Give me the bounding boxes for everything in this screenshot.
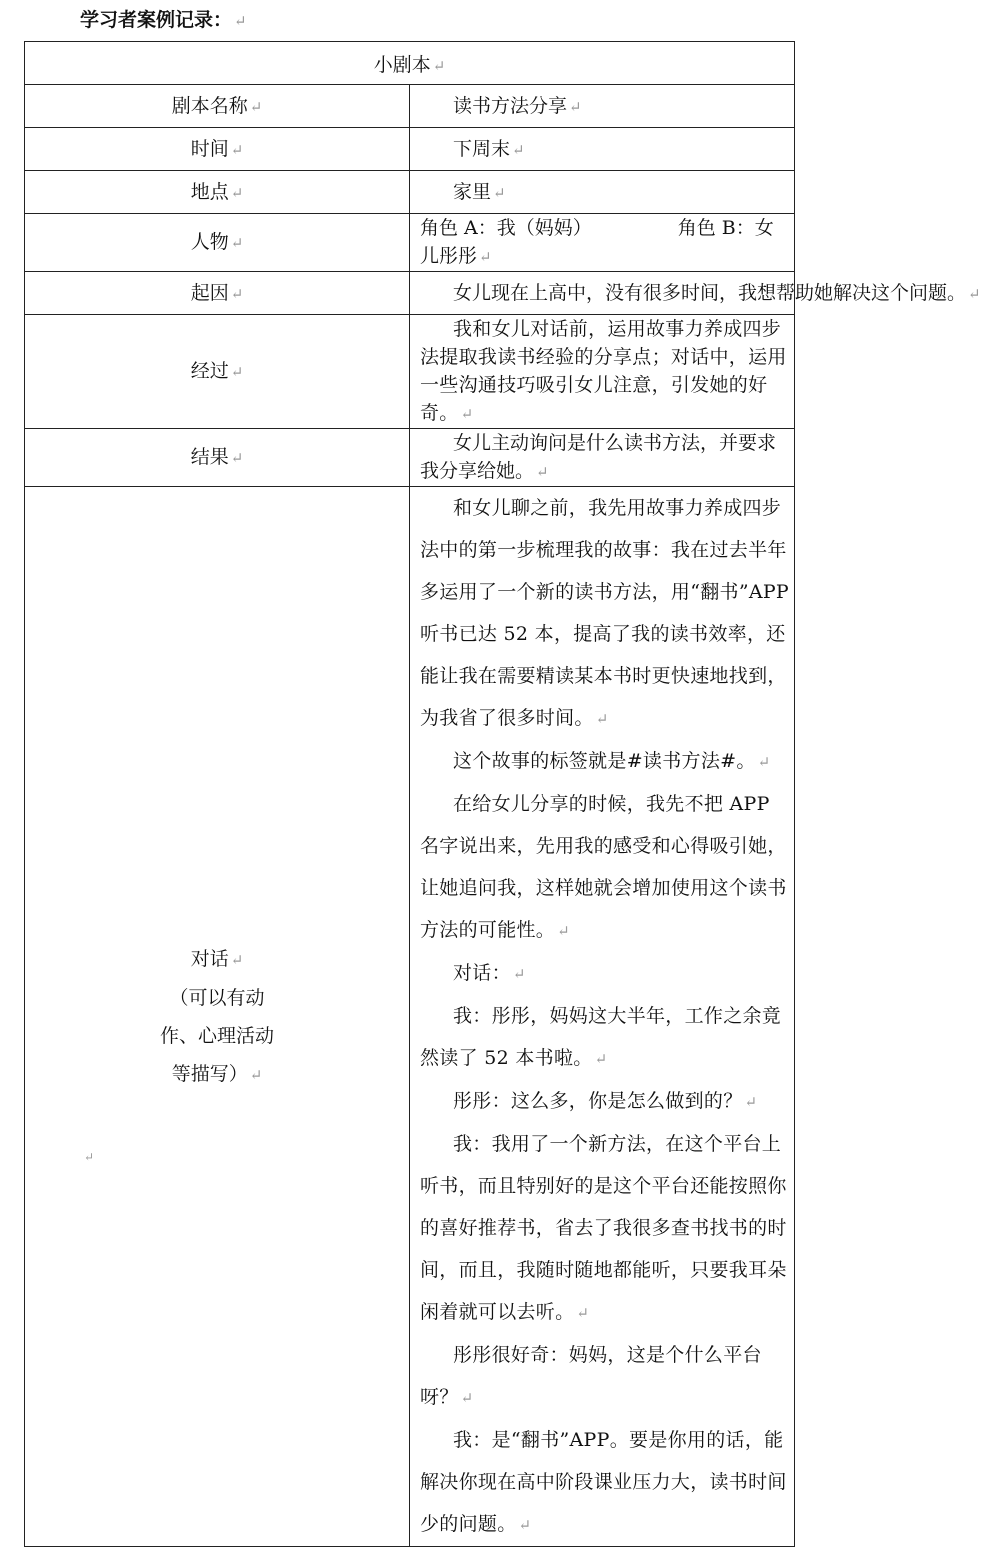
paragraph-mark-icon: ↵ [230,234,244,252]
label-cell [25,214,410,272]
label-name: 剧本名称 [171,94,248,117]
label-cell [25,487,410,1547]
paragraph-mark-icon: ↵ [230,140,244,159]
paragraph-mark-icon: ↵ [84,1150,95,1164]
value-cell [410,429,795,487]
paragraph-mark-icon: ↵ [493,183,506,202]
dialogue-paragraph: 我：彤彤，妈妈这大半年，工作之余竟然读了 52 本书啦。 ↵ [420,1005,782,1069]
value-cell [410,214,795,272]
table-row-name [25,85,795,128]
dialogue-label-line: 对话 ↵ [190,947,244,970]
label-cell [25,272,410,315]
paragraph-mark-icon: ↵ [744,1093,758,1111]
paragraph-mark-icon: ↵ [249,97,263,116]
record-heading [80,6,247,35]
paragraph-mark-icon: ↵ [569,97,582,116]
label-cell [25,85,410,128]
paragraph-mark-icon: ↵ [594,1050,608,1068]
dialogue-paragraph: 我：我用了一个新方法，在这个平台上听书，而且特别好的是这个平台还能按照你的喜好推荐书，省去了我很多查书找书的时间，而且，我随时随地都能听，只要我耳朵闲着就可以去听。 ↵ [420,1133,787,1323]
table-row-process [25,315,795,429]
paragraph-mark-icon: ↵ [234,12,247,30]
value-cell [410,128,795,171]
value-cell [410,315,795,429]
value-cell [410,487,795,1547]
label-time: 时间 [190,137,229,160]
dialogue-label-line: （可以有动 [169,986,265,1009]
dialogue-paragraph: 这个故事的标签就是#读书方法#。 ↵ [453,750,771,772]
label-cause: 起因 [190,281,229,304]
table-title-cell [25,42,795,85]
table-row-time [25,128,795,171]
table-row-result [25,429,795,487]
table-title-row [25,42,795,85]
dialogue-paragraph: 在给女儿分享的时候，我先不把 APP 名字说出来，先用我的感受和心得吸引她，让她追问我，这样她就会增加使用这个读书方法的可能性。 ↵ [420,793,787,941]
value-result: 女儿主动询问是什么读书方法，并要求我分享给她。 [420,432,777,482]
value-cell [410,171,795,214]
value-cell [410,272,981,315]
paragraph-mark-icon: ↵ [536,463,549,481]
paragraph-mark-icon: ↵ [230,284,244,303]
script-table [24,41,981,1547]
paragraph-mark-icon: ↵ [479,248,492,266]
value-name: 读书方法分享 [453,94,568,117]
label-process: 经过 [190,360,229,382]
value-process: 我和女儿对话前，运用故事力养成四步法提取我读书经验的分享点；对话中，运用一些沟通技巧吸引女儿注意，引发她的好奇。 [420,318,787,424]
label-cell [25,171,410,214]
paragraph-mark-icon: ↵ [576,1304,590,1322]
paragraph-mark-icon: ↵ [432,56,446,75]
value-cause: 女儿现在上高中，没有很多时间，我想帮助她解决这个问题。 [453,281,967,304]
paragraph-mark-icon: ↵ [968,284,981,303]
role-b: 角色 B：女儿彤彤 [420,217,774,267]
label-cell [25,315,410,429]
value-cell [410,85,795,128]
label-result: 结果 [190,446,229,468]
paragraph-mark-icon: ↵ [249,1065,263,1084]
table-row-dialogue [25,487,795,1547]
paragraph-mark-icon: ↵ [230,449,244,467]
paragraph-mark-icon: ↵ [557,922,570,940]
table-row-cause [25,272,795,315]
value-time: 下周末 [453,137,511,160]
paragraph-mark-icon: ↵ [460,405,474,423]
paragraph-mark-icon: ↵ [460,1389,474,1407]
paragraph-mark-icon: ↵ [595,710,609,728]
paragraph-mark-icon: ↵ [230,950,244,969]
paragraph-mark-icon: ↵ [512,965,526,983]
label-cell [25,429,410,487]
dialogue-paragraph: 我：是“翻书”APP。要是你用的话，能解决你现在高中阶段课业压力大，读书时间少的问题。 ↵ [420,1429,787,1535]
table-row-place [25,171,795,214]
paragraph-mark-icon: ↵ [512,140,525,159]
paragraph-mark-icon: ↵ [757,753,771,771]
value-place: 家里 [453,180,492,203]
table-row-people [25,214,795,272]
paragraph-mark-icon: ↵ [518,1516,532,1534]
role-a: 角色 A：我（妈妈） [420,217,592,239]
paragraph-mark-icon: ↵ [230,183,244,202]
table-title: 小剧本 [373,53,431,76]
dialogue-paragraph: 彤彤很好奇：妈妈，这是个什么平台呀？ ↵ [420,1344,762,1408]
dialogue-paragraph: 彤彤：这么多，你是怎么做到的？ ↵ [453,1090,758,1112]
label-place: 地点 [190,180,229,203]
paragraph-mark-icon: ↵ [230,363,244,381]
label-people: 人物 [190,231,229,253]
record-heading-text: 学习者案例记录： [80,9,233,31]
dialogue-paragraph: 对话： ↵ [453,962,526,984]
dialogue-paragraph: 和女儿聊之前，我先用故事力养成四步法中的第一步梳理我的故事：我在过去半年多运用了一个新的读书方法，用“翻书”APP 听书已达 52 本，提高了我的读书效率，还能让我在需要精读某本书时更快速地找到，为我省了很多时间。 ↵ [420,497,790,729]
dialogue-label-line: 作、心理活动 [159,1024,274,1047]
label-cell [25,128,410,171]
dialogue-label-line: 等描写） ↵ [171,1062,263,1085]
